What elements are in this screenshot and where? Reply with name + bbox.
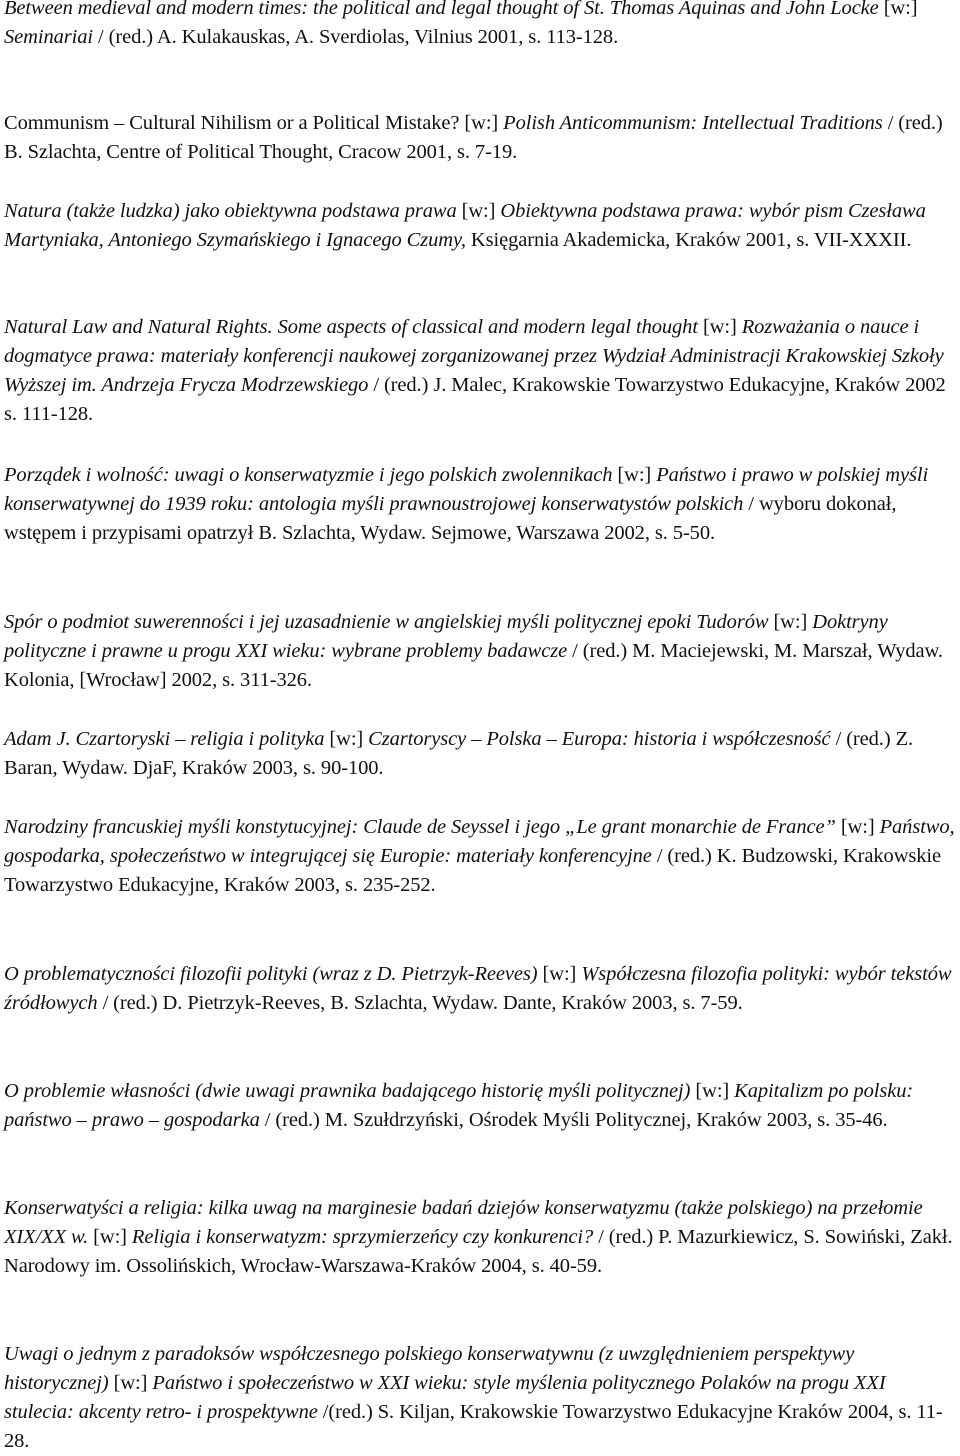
entry-source-title: Współczesna filozofia polityki: wybór tekstów źródłowych <box>4 963 952 1014</box>
entry-title: O problemie własności (dwie uwagi prawnika badającego historię myśli politycznej) <box>4 1080 696 1102</box>
entry-title: Uwagi o jednym z paradoksów współczesnego polskiego konserwatywnu (z uwzględnieniem perspektywy historycznej) <box>4 1343 855 1394</box>
entry-source-title: Obiektywna podstawa prawa: wybór pism Czesława Martyniaka, Antoniego Szymańskiego i Ignacego Czumy, <box>4 200 926 251</box>
bibliography-entry-8 <box>4 813 956 900</box>
bibliography-entry-5 <box>4 461 956 548</box>
entry-title: Adam J. Czartoryski – religia i polityka <box>4 728 330 750</box>
entry-source-title: Seminariai <box>4 26 98 48</box>
bibliography-entry-10 <box>4 1077 956 1135</box>
entry-publication-info: / (red.) J. Malec, Krakowskie Towarzystwo Edukacyjne, Kraków 2002 s. 111-128. <box>4 374 946 425</box>
entry-in-marker: [w:] <box>702 316 742 338</box>
entry-in-marker: [w:] <box>883 0 918 19</box>
entry-publication-info: / wyboru dokonał, wstępem i przypisami opatrzył B. Szlachta, Wydaw. Sejmowe, Warszawa 2002, s. 5-50. <box>4 493 897 544</box>
entry-source-title: Rozważania o nauce i dogmatyce prawa: materiały konferencji naukowej zorganizowanej przez Wydział Administracji Krakowskiej Szkoły Wyższej im. Andrzeja Frycza Modrzewskiego <box>4 316 944 396</box>
bibliography-entry-7 <box>4 725 956 783</box>
entry-publication-info: / (red.) B. Szlachta, Centre of Political Thought, Cracow 2001, s. 7-19. <box>4 112 943 163</box>
entry-publication-info: / (red.) D. Pietrzyk-Reeves, B. Szlachta, Wydaw. Dante, Kraków 2003, s. 7-59. <box>102 992 743 1014</box>
entry-title: Communism – Cultural Nihilism or a Political Mistake? <box>4 112 460 134</box>
bibliography-entry-4 <box>4 313 956 429</box>
entry-title: Natural Law and Natural Rights. Some aspects of classical and modern legal thought <box>4 316 703 338</box>
entry-publication-info: / (red.) A. Kulakauskas, A. Sverdiolas, Vilnius 2001, s. 113-128. <box>98 26 619 48</box>
entry-source-title: Kapitalizm po polsku: państwo – prawo – gospodarka <box>4 1080 914 1131</box>
entry-publication-info: /(red.) S. Kiljan, Krakowskie Towarzystwo Edukacyjne Kraków 2004, s. 11-28. <box>4 1401 943 1452</box>
bibliography-entry-1 <box>4 0 956 52</box>
bibliography-entry-12 <box>4 1340 956 1456</box>
entry-publication-info: / (red.) P. Mazurkiewicz, S. Sowiński, Zakł. Narodowy im. Ossolińskich, Wrocław-Warszawa-Kraków 2004, s. 40-59. <box>4 1226 953 1277</box>
entry-publication-info: / (red.) M. Szułdrzyński, Ośrodek Myśli Politycznej, Kraków 2003, s. 35-46. <box>264 1109 888 1131</box>
entry-source-title: Polish Anticommunism: Intellectual Traditions <box>503 112 888 134</box>
entry-in-marker: [w:] <box>459 112 504 134</box>
entry-publication-info: / (red.) Z. Baran, Wydaw. DjaF, Kraków 2003, s. 90-100. <box>4 728 914 779</box>
bibliography-entry-11 <box>4 1194 956 1281</box>
entry-source-title: Państwo, gospodarka, społeczeństwo w integrującej się Europie: materiały konferencyjne <box>4 816 955 867</box>
entry-title: Spór o podmiot suwerenności i jej uzasadnienie w angielskiej myśli politycznej epoki Tudorów <box>4 611 774 633</box>
bibliography-entry-9 <box>4 960 956 1018</box>
entry-source-title: Doktryny polityczne i prawne u progu XXI wieku: wybrane problemy badawcze <box>4 611 888 662</box>
entry-title: Porządek i wolność: uwagi o konserwatyzmie i jego polskich zwolennikach <box>4 464 618 486</box>
entry-in-marker: [w:] <box>840 816 880 838</box>
bibliography-entry-6 <box>4 608 956 695</box>
entry-in-marker: [w:] <box>113 1372 153 1394</box>
entry-source-title: Religia i konserwatyzm: sprzymierzeńcy czy konkurenci? <box>131 1226 599 1248</box>
entry-publication-info: / (red.) M. Maciejewski, M. Marszał, Wydaw. Kolonia, [Wrocław] 2002, s. 311-326. <box>4 640 943 691</box>
entry-title: Between medieval and modern times: the political and legal thought of St. Thomas Aquinas and John Locke <box>4 0 884 19</box>
entry-in-marker: [w:] <box>695 1080 735 1102</box>
entry-in-marker: [w:] <box>329 728 369 750</box>
entry-in-marker: [w:] <box>773 611 813 633</box>
entry-source-title: Państwo i prawo w polskiej myśli konserwatywnej do 1939 roku: antologia myśli prawnoustrojowej konserwatystów polskich <box>4 464 929 515</box>
entry-title: Natura (także ludzka) jako obiektywna podstawa prawa <box>4 200 462 222</box>
entry-publication-info: / (red.) K. Budzowski, Krakowskie Towarzystwo Edukacyjne, Kraków 2003, s. 235-252. <box>4 845 942 896</box>
entry-publication-info: Księgarnia Akademicka, Kraków 2001, s. VII-XXXII. <box>470 229 912 251</box>
entry-title: Konserwatyści a religia: kilka uwag na marginesie badań dziejów konserwatyzmu (także polskiego) na przełomie XIX/XX w. <box>4 1197 923 1248</box>
entry-in-marker: [w:] <box>617 464 657 486</box>
bibliography-entry-2 <box>4 109 956 167</box>
entry-source-title: Państwo i społeczeństwo w XXI wieku: style myślenia politycznego Polaków na progu XXI stulecia: akcenty retro- i prospektywne <box>4 1372 886 1423</box>
entry-in-marker: [w:] <box>461 200 501 222</box>
entry-source-title: Czartoryscy – Polska – Europa: historia i współczesność <box>368 728 836 750</box>
entry-in-marker: [w:] <box>93 1226 132 1248</box>
entry-in-marker: [w:] <box>542 963 582 985</box>
bibliography-entry-3 <box>4 197 956 255</box>
entry-title: Narodziny francuskiej myśli konstytucyjnej: Claude de Seyssel i jego „Le grant monarchie de France” <box>4 816 841 838</box>
entry-title: O problematyczności filozofii polityki (wraz z D. Pietrzyk-Reeves) <box>4 963 543 985</box>
